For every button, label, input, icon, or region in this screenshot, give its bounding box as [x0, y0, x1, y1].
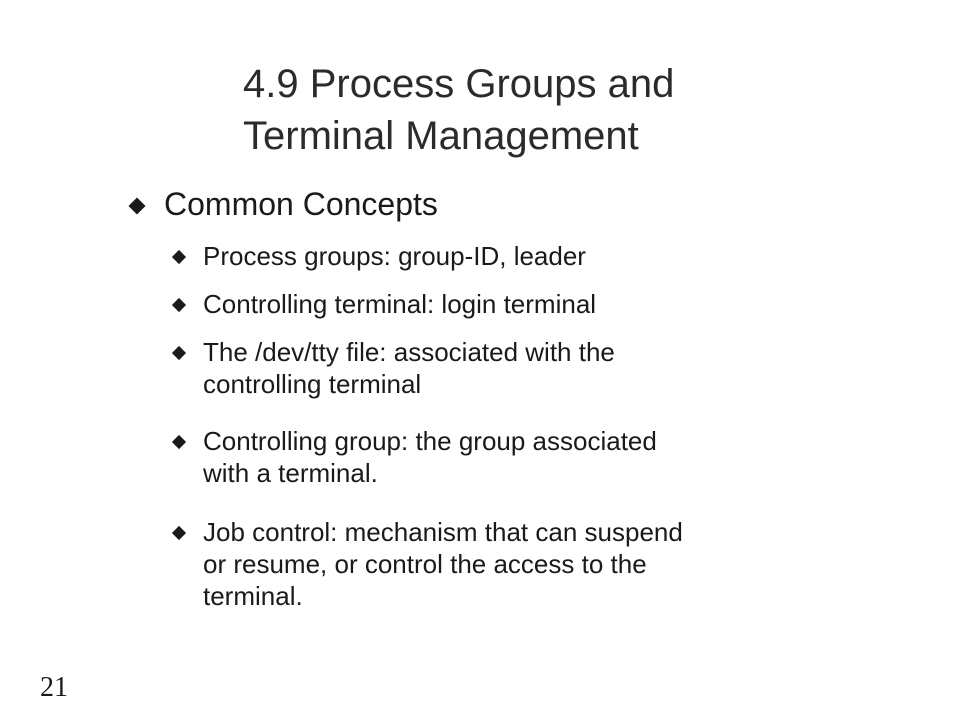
bullet-process-groups	[174, 240, 914, 272]
diamond-bullet-icon	[129, 198, 146, 215]
slide-title-line-2: Terminal Management	[243, 114, 639, 158]
diamond-bullet-icon	[172, 435, 186, 449]
bullet-text-line: Controlling terminal: login terminal	[203, 289, 597, 319]
bullet-text-line: Controlling group: the group associated	[203, 426, 657, 456]
bullet-text-line: The /dev/tty file: associated with the	[203, 337, 615, 367]
bullet-text-line: or resume, or control the access to the	[203, 549, 647, 579]
bullet-text-line: with a terminal.	[203, 458, 378, 488]
bullet-job-control	[174, 516, 914, 612]
bullet-common-concepts	[131, 186, 911, 222]
page-number: 21	[40, 672, 68, 703]
diamond-bullet-icon	[172, 250, 186, 264]
bullet-heading-text: Common Concepts	[164, 186, 438, 222]
bullet-text-line: terminal.	[203, 581, 303, 611]
bullet-controlling-terminal	[174, 288, 914, 320]
diamond-bullet-icon	[172, 346, 186, 360]
bullet-text-line: Job control: mechanism that can suspend	[203, 517, 683, 547]
bullet-dev-tty	[174, 336, 914, 400]
diamond-bullet-icon	[172, 298, 186, 312]
bullet-text-line: Process groups: group-ID, leader	[203, 241, 586, 271]
bullet-controlling-group	[174, 425, 914, 489]
bullet-text-line: controlling terminal	[203, 369, 422, 399]
diamond-bullet-icon	[172, 526, 186, 540]
slide-title-line-1: 4.9 Process Groups and	[243, 62, 675, 106]
